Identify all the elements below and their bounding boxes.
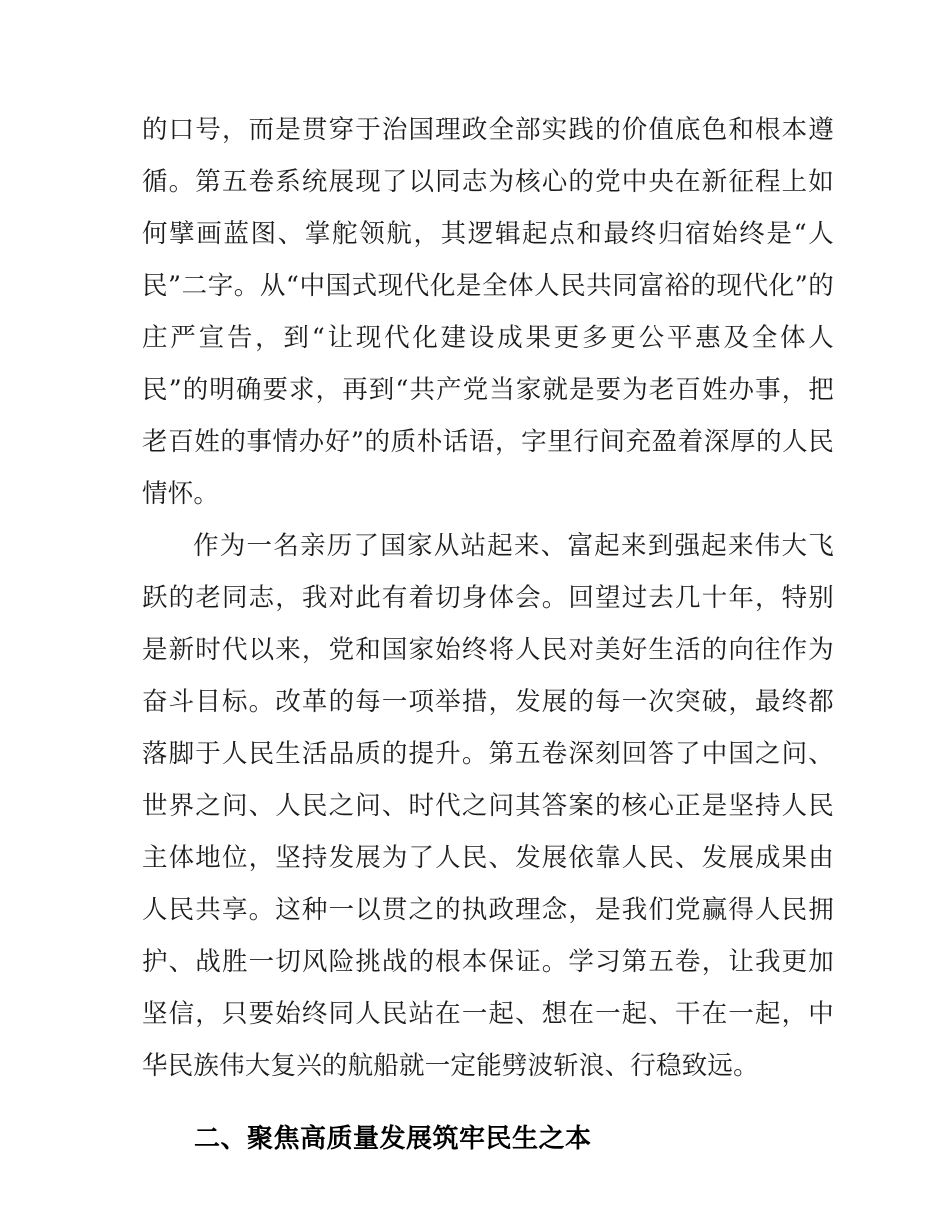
heading-spacer [142, 1092, 834, 1112]
page-content [142, 104, 834, 1164]
body-paragraph-personal-reflection: 作为一名亲历了国家从站起来、富起来到强起来伟大飞跃的老同志，我对此有着切身体会。回望过去几十年，特别是新时代以来，党和国家始终将人民对美好生活的向往作为奋斗目标。改革的每一项举措，发展的每一次突破，最终都落脚于人民生活品质的提升。第五卷深刻回答了中国之问、世界之问、人民之问、时代之问其答案的核心正是坚持人民主体地位，坚持发展为了人民、发展依靠人民、发展成果由人民共享。这种一以贯之的执政理念，是我们党赢得人民拥护、战胜一切风险挑战的根本保证。学习第五卷，让我更加坚信，只要始终同人民站在一起、想在一起、干在一起，中华民族伟大复兴的航船就一定能劈波斩浪、行稳致远。 [142, 531, 834, 1081]
section-heading-two: 二、聚焦高质量发展筑牢民生之本 [194, 1123, 592, 1153]
body-paragraph-continued: 的口号，而是贯穿于治国理政全部实践的价值底色和根本遵循。第五卷系统展现了以同志为核心的党中央在新征程上如何擘画蓝图、掌舵领航，其逻辑起点和最终归宿始终是“人民”二字。从“中国式现代化是全体人民共同富裕的现代化”的庄严宣告，到“让现代化建设成果更多更公平惠及全体人民”的明确要求，再到“共产党当家就是要为老百姓办事，把老百姓的事情办好”的质朴话语，字里行间充盈着深厚的人民情怀。 [142, 115, 834, 509]
